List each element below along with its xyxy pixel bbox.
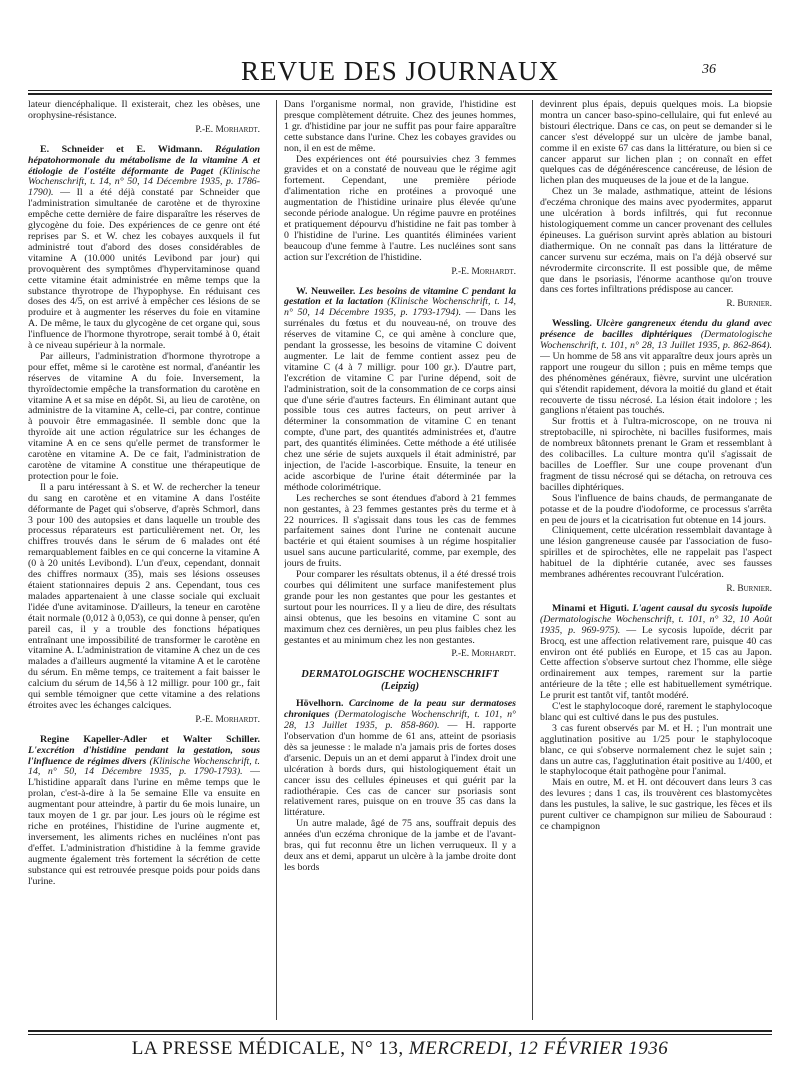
paragraph: Il a paru intéressant à S. et W. de rechercher la teneur du sang en carotène et en vitamine A dans l'ostéite déformante de Paget qui s'observe, d'après Schmorl, dans 3 pour 100 des autopsies et dans laquelle un trouble des processus réparateurs est particulièrement net. Or, les chiffres trouvés dans le sérum de 6 malades ont été remarquablement faibles en ce qui concerne la vitamine A (0 à 20 unités Levibond). L'un d'eux, cependant, donnait des chiffres normaux (35), mais ses lésions osseuses étaient stationnaires depuis 2 ans. Cependant, tous ces malades appartenaient à une classe sociale qui excluait l'idée d'une avitaminose. D'ailleurs, la teneur en carotène était normale (0,012 à 0,053), ce qui donne à penser, qu'en pareil cas, il y a trouble des fonctions hépatiques entraînant une impossibilité de transformer le carotène en vitamine A. L'administration de vitamine A chez un de ces malades a d'ailleurs augmenté la vitamine A et le carotène du sérum. En même temps, ce traitement a fait baisser le calcium du sérum de 14,56 à 12 milligr. pour 100 gr., fait qui semble témoigner que cette vitamine a des relations étroites avec les échanges calciques.: [28, 481, 260, 711]
article: [540, 319, 772, 595]
columns: [28, 100, 772, 1022]
paragraph: Par ailleurs, l'administration d'hormone thyrotrope a pour effet, même si le carotène est normal, d'anéantir les réserves de vitamine A du foie. Inversement, la thyroïdectomie empêche la transformation du carotène en vitamine A et sa mise en dépôt. Si, au lieu de carotène, on administre de la vitamine A, celle-ci, par contre, continue à pouvoir être emmagasinée. Il semble donc que la thyroïde ait une action régulatrice sur les échanges de vitamine A en ce sens qu'elle permet de transformer le carotène en vitamine A. De ce fait, l'administration de carotène de vitamine A constitue une thérapeutique de protection pour le foie.: [28, 350, 260, 482]
column-2: [284, 100, 516, 1022]
signature: P.-E. Morhardt.: [195, 124, 260, 135]
signature: P.-E. Morhardt.: [451, 266, 516, 277]
column-1: [28, 100, 260, 1022]
article-authors: Hövelhorn.: [296, 698, 344, 710]
signature: P.-E. Morhardt.: [451, 649, 516, 660]
article: [540, 604, 772, 833]
article: [28, 145, 260, 726]
article: [284, 699, 516, 874]
footer-rule: [28, 1034, 772, 1035]
article-reference: (Dermatologische Wochenschrift, t. 101, n° 32, 10 Août 1935, p. 969-975).: [540, 613, 772, 636]
paragraph: 3 cas furent observés par M. et H. ; l'un montrait une agglutination positive au 1/25 pour le staphylocoque blanc, ce qui s'observe normalement chez le sujet sain ; dans un autre cas, l'agglutination était positive au 1/400, et le staphylocoque était pathogène pour l'animal.: [540, 722, 772, 778]
page-title: REVUE DES JOURNAUX: [240, 56, 559, 86]
article: [284, 287, 516, 661]
signature: R. Burnier.: [726, 299, 772, 310]
header-rule: [28, 90, 772, 91]
signature: P.-E. Morhardt.: [195, 714, 260, 725]
article-title: L'agent causal du sycosis lupoïde: [632, 602, 772, 614]
article-authors: Minami et Higuti.: [552, 602, 630, 614]
article-title: Régulation hépatohormonale du métabolisme de la vitamine A et étiologie de l'ostéite déformante de Paget: [28, 143, 260, 177]
article-reference: (Klinische Wochenschrift, t. 14, n° 50, 14 Décembre 1935, p. 1786-1790).: [28, 165, 260, 199]
footer-text: [28, 1038, 772, 1060]
paragraph: — Le sycosis lupoïde, décrit par Brocq, est une affection relativement rare, puisque 40 cas environ ont été publiés en Europe, et 15 cas au Japon. Cette affection s'observe surtout chez l'homme, elle siège ordinairement aux tempes, rarement sur la partie antérieure de la tête ; elle est habituellement symétrique. Le prurit est tantôt vif, tantôt modéré.: [540, 624, 772, 702]
article-authors: W. Neuweiler.: [296, 285, 356, 297]
article-title: Ulcère gangreneux étendu du gland avec présence de bacilles diphtériques: [540, 318, 772, 341]
journal-city: (Leipzig): [380, 681, 420, 693]
paragraph: — Un homme de 58 ans vit apparaître deux jours après un rapport une rougeur du sillon ; puis en même temps que des phénomènes généraux, fièvre, survint une ulcération qui s'étendit rapidement, dévora la moitié du gland et était recouverte de tissu nécrosé. La lésion était indolore ; les ganglions n'étaient pas touchés.: [540, 350, 772, 417]
paragraph: Un autre malade, âgé de 75 ans, souffrait depuis des années d'un eczéma chronique de la jambe et de l'avant-bras, qui fut reconnu être un lichen verruqueux. Il y a deux ans et demi, apparut un ulcère à la jambe droite dont les bords: [284, 818, 516, 873]
article-reference: (Dermatologische Wochenschrift, t. 101, n° 28, 13 Juillet 1935, p. 858-860).: [284, 709, 516, 732]
article-authors: Wessling.: [552, 318, 592, 330]
footer-rule-thick: [28, 1030, 772, 1032]
header-rule-thick: [28, 93, 772, 95]
article-reference: (Klinische Wochenschrift, t. 14, n° 50, 14 Décembre 1935, p. 1793-1794).: [284, 296, 516, 319]
article-title: Carcinome de la peau sur dermatoses chroniques: [284, 698, 516, 721]
article-title: Les besoins de vitamine C pendant la gestation et la lactation: [284, 285, 516, 308]
article-authors: E. Schneider et E. Widmann.: [40, 143, 203, 155]
article-reference: (Klinische Wochenschrift, t. 14, n° 50, 14 Décembre 1935, p. 1790-1793).: [28, 755, 260, 778]
paragraph: Les recherches se sont étendues d'abord à 21 femmes non gestantes, à 23 femmes gestantes près du terme et à 22 nourrices. Il s'agissait dans tous les cas de femmes parfaitement saines dont l'urine ne contenait aucune bactérie et qui étaient soumises à un régime hospitalier usuel sans aucune particularité, comme, par exemple, des jours de fruits.: [284, 492, 516, 570]
paragraph: C'est le staphylocoque doré, rarement le staphylocoque blanc qui est cultivé dans le pus des pustules.: [540, 701, 772, 723]
article-title: L'excrétion d'histidine pendant la gestation, sous l'influence de régimes divers: [28, 744, 260, 767]
paragraph: Pour comparer les résultats obtenus, il a été dressé trois courbes qui délimitent une surface manifestement plus grande pour les non gestantes que pour les gestantes et surtout pour les nourrices. Il y a lieu de dire, des résultats ainsi obtenus, que les besoins en vitamine C sont au maximum chez ces dernières, un peu plus faibles chez les gestantes et au minimum chez les non gestantes.: [284, 569, 516, 646]
journal-name: DERMATOLOGISCHE WOCHENSCHRIFT: [301, 669, 499, 681]
footer-date: MERCREDI, 12 FÉVRIER 1936: [408, 1038, 669, 1059]
paragraph: lateur diencéphalique. Il existerait, chez les obèses, une orophysine-résistance.: [28, 100, 260, 121]
paragraph: — Dans les surrénales du fœtus et du nouveau-né, on trouve des réserves de vitamine C, ce qui amène à conclure que, pendant la grossesse, les besoins de vitamine C doivent augmenter. Le lait de femme contient assez peu de vitamine C (4 à 7 milligr. pour 100 gr.). D'autre part, l'excrétion de vitamine C par l'urine dépend, soit de l'administration, soit de la consommation de ce corps ainsi que d'une série d'autres facteurs. En éliminant autant que possible tous ces autres facteurs, on peut arriver à déterminer la consommation de vitamine C en tenant compte, d'une part, des quantités administrées et, d'autre part, des quantités éliminées. Cette méthode a été utilisée chez une série de sujets auxquels il était administré, par injection, de l'acide l-ascorbique. Ensuite, la teneur en acide ascorbique de l'urine était déterminée par la méthode colorimétrique.: [284, 307, 516, 493]
footer-journal: LA PRESSE MÉDICALE, N° 13,: [131, 1038, 404, 1059]
page-footer: [28, 1038, 772, 1062]
signature: R. Burnier.: [726, 583, 772, 594]
article-authors: Regine Kapeller-Adler et Walter Schiller.: [40, 733, 260, 745]
paragraph: — H. rapporte l'observation d'un homme de 61 ans, atteint de psoriasis dès sa jeunesse : le malade n'a jamais pris de fortes doses d'arsenic. Depuis un an et demi apparut à l'index droit une ulcération à bords durs, qui histologiquement était un cancer issu des cellules épineuses et qui guérit par la radiothérapie. Ces cas de cancer sur psoriasis sont relativement rares, puisque on en trouve 35 cas dans la littérature.: [284, 720, 516, 819]
paragraph: Dans l'organisme normal, non gravide, l'histidine est presque complètement détruite. Chez des jeunes hommes, 1 gr. d'histidine par jour ne suffit pas pour faire apparaître cette substance dans l'urine. Chez les cobayes gravides ou non, il en est de même.: [284, 100, 516, 154]
paragraph: Cliniquement, cette ulcération ressemblait davantage à une lésion gangreneuse causée par l'association de fuso-spirilles et de spirochètes, elle ne rappelait pas l'aspect habituel de la diphtérie cutanée, avec ses fausses membranes adhérentes recouvrant l'ulcération.: [540, 525, 772, 581]
paragraph: — Il a été déjà constaté par Schneider que l'administration simultanée de carotène et de thyroxine empêche cette dernière de faire disparaître les réserves de glycogène du foie. Des expériences de ce genre ont été reprises par S. et W. chez les cobayes auxquels il fut administré tout d'abord des doses considérables de vitamine A (10.000 unités Levibond par jour) qui provoquèrent des symptômes d'hypervitaminose quand cette vitamine était administrée en même temps que la substance thyrotrope de l'hypophyse. En réduisant ces doses des 4/5, on est arrivé à empêcher ces lésions de se produire et à augmenter les réserves du foie en vitamine A. De même, le taux du glycogène de cet organe qui, sous l'influence de l'hormone thyrotrope, serait tombé à 0, était à ce niveau supérieur à la normale.: [28, 187, 260, 352]
column-3: [540, 100, 772, 1022]
journal-heading: [284, 669, 516, 693]
paragraph: Mais en outre, M. et H. ont découvert dans leurs 3 cas des levures ; dans 1 cas, ils trouvèrent ces blastomycètes dans les pustules, la salive, le suc gastrique, les fèces et ils purent cultiver ce champignon sur milieu de Sabouraud : ce champignon: [540, 777, 772, 832]
article: [28, 735, 260, 888]
paragraph: — L'histidine apparaît dans l'urine en même temps que le prolan, c'est-à-dire à la 5e semaine Elle va ensuite en augmentant pour atteindre, à partir du 6e mois lunaire, un taux moyen de 1 gr. par jour. Les jours où le régime est riche en protéines, l'histidine de l'urine augmente et, inversement, les aliments riches en nucléines n'ont pas d'effet. L'administration d'histidine à la femme gravide augmente également très fortement la sécrétion de cette substance qui est retrouvée presque poids pour poids dans l'urine.: [28, 766, 260, 887]
masthead: [20, 56, 780, 92]
article-reference: (Dermatologische Wochenschrift, t. 101, n° 28, 13 Juillet 1935, p. 862-864).: [540, 329, 772, 352]
paragraph: Sous l'influence de bains chauds, de permanganate de potasse et de la poudre d'iodoforme, ce processus s'arrêta en peu de jours et la cicatrisation fut obtenue en 14 jours.: [540, 492, 772, 526]
paragraph: Des expériences ont été poursuivies chez 3 femmes gravides et on a constaté de nouveau que le régime agit fortement. Cependant, une première période d'alimentation riche en protéines a provoqué une augmentation de l'histidine urinaire plus élevée qu'une seconde période analogue. Un régime pauvre en protéines et pratiquement dépourvu d'histidine ne fait pas tomber à 0 l'histidine de l'urine. Les quantités éliminées varient beaucoup d'une femme à l'autre. Les nucléines sont sans action sur l'excrétion de l'histidine.: [284, 153, 516, 263]
paragraph: devinrent plus épais, depuis quelques mois. La biopsie montra un cancer baso-spino-cellulaire, qui fut enlevé au bistouri électrique. Dans ce cas, on peut se demander si le cancer s'est développé sur un ulcère de jambe banal, comme il en existe 67 cas dans la littérature, ou bien si ce cancer apparut sur lichen plan ; on connaît en effet quelques cas de dégénérescence cancéreuse, de lésion de lichen plan des muqueuses de la joue et de la langue.: [540, 100, 772, 187]
page-number: 36: [702, 62, 716, 77]
paragraph: Sur frottis et à l'ultra-microscope, on ne trouva ni streptobacille, ni spirochète, ni bacilles fusiformes, mais de nombreux bâtonnets prenant le Gram et ressemblant à des colibacilles. La culture montra qu'il s'agissait de bacilles de Loeffler. Sur une coupe provenant d'un fragment de tissu nécrosé qui se détacha, on retrouva ces bacilles diphtériques.: [540, 416, 772, 493]
paragraph: Chez un 3e malade, asthmatique, atteint de lésions d'eczéma chronique des mains avec pyodermites, apparut une ulcération à bords infiltrés, qui fut reconnue histologiquement comme un cancer provenant des cellules épineuses. La guérison survint après ablation au bistouri diathermique. On ne connaît pas dans la littérature de cancer survenu sur eczéma, mais on l'a déjà observé sur névrodermite circonscrite. Il est possible que, de même que dans le psoriasis, l'énorme acanthose qu'on trouve dans ces fortes infiltrations prédispose au cancer.: [540, 186, 772, 296]
